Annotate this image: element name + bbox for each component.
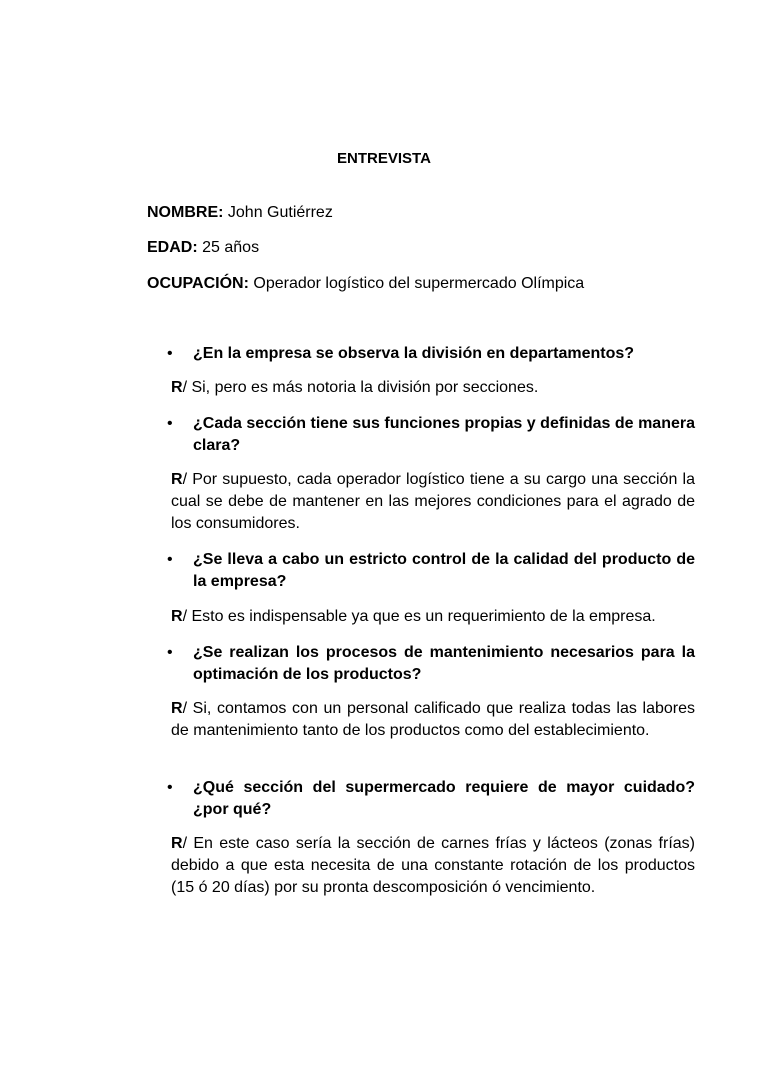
question-text: ¿Se lleva a cabo un estricto control de la calidad del producto de la empresa? bbox=[193, 551, 695, 590]
question-text: ¿En la empresa se observa la división en departamentos? bbox=[193, 345, 635, 362]
answer-text: / Por supuesto, cada operador logístico tiene a su cargo una sección la cual se debe de mantener en las mejores condiciones para el agrado de los consumidores. bbox=[171, 471, 695, 532]
bullet-icon: • bbox=[167, 415, 173, 432]
bullet-icon: • bbox=[167, 644, 173, 661]
field-age-value: 25 años bbox=[202, 239, 260, 256]
answer-text: / Esto es indispensable ya que es un requerimiento de la empresa. bbox=[182, 608, 656, 625]
bullet-icon: • bbox=[167, 779, 173, 796]
field-name-label: NOMBRE: bbox=[147, 204, 224, 221]
document-title: ENTREVISTA bbox=[337, 150, 431, 167]
question-5 bbox=[167, 777, 695, 821]
answer-2 bbox=[171, 469, 695, 535]
answer-text: / Si, contamos con un personal calificado que realiza todas las labores de mantenimiento tanto de los productos como del establecimiento. bbox=[171, 700, 695, 739]
answer-prefix: R bbox=[171, 700, 183, 717]
question-4 bbox=[167, 642, 695, 686]
answer-3 bbox=[171, 606, 695, 628]
field-age bbox=[147, 238, 259, 258]
field-occupation bbox=[147, 274, 584, 294]
field-age-label: EDAD: bbox=[147, 239, 198, 256]
field-occupation-label: OCUPACIÓN: bbox=[147, 275, 249, 292]
answer-prefix: R bbox=[171, 471, 183, 488]
bullet-icon: • bbox=[167, 345, 173, 362]
question-text: ¿Qué sección del supermercado requiere de mayor cuidado? ¿por qué? bbox=[193, 779, 695, 818]
answer-prefix: R bbox=[171, 835, 183, 852]
question-1 bbox=[167, 343, 695, 365]
field-occupation-value: Operador logístico del supermercado Olímpica bbox=[253, 275, 585, 292]
answer-prefix: R bbox=[171, 379, 183, 396]
answer-text: / En este caso sería la sección de carnes frías y lácteos (zonas frías) debido a que esta necesita de una constante rotación de los productos (15 ó 20 días) por su pronta descomposición ó vencimiento. bbox=[171, 835, 695, 896]
question-text: ¿Cada sección tiene sus funciones propias y definidas de manera clara? bbox=[193, 415, 695, 454]
answer-text: / Si, pero es más notoria la división por secciones. bbox=[182, 379, 539, 396]
question-2 bbox=[167, 413, 695, 457]
field-name-value: John Gutiérrez bbox=[227, 204, 333, 221]
question-3 bbox=[167, 549, 695, 593]
answer-4 bbox=[171, 698, 695, 742]
answer-prefix: R bbox=[171, 608, 183, 625]
bullet-icon: • bbox=[167, 551, 173, 568]
answer-5 bbox=[171, 833, 695, 899]
answer-1 bbox=[171, 377, 695, 399]
field-name bbox=[147, 203, 333, 223]
question-text: ¿Se realizan los procesos de mantenimiento necesarios para la optimación de los productos? bbox=[193, 644, 695, 683]
